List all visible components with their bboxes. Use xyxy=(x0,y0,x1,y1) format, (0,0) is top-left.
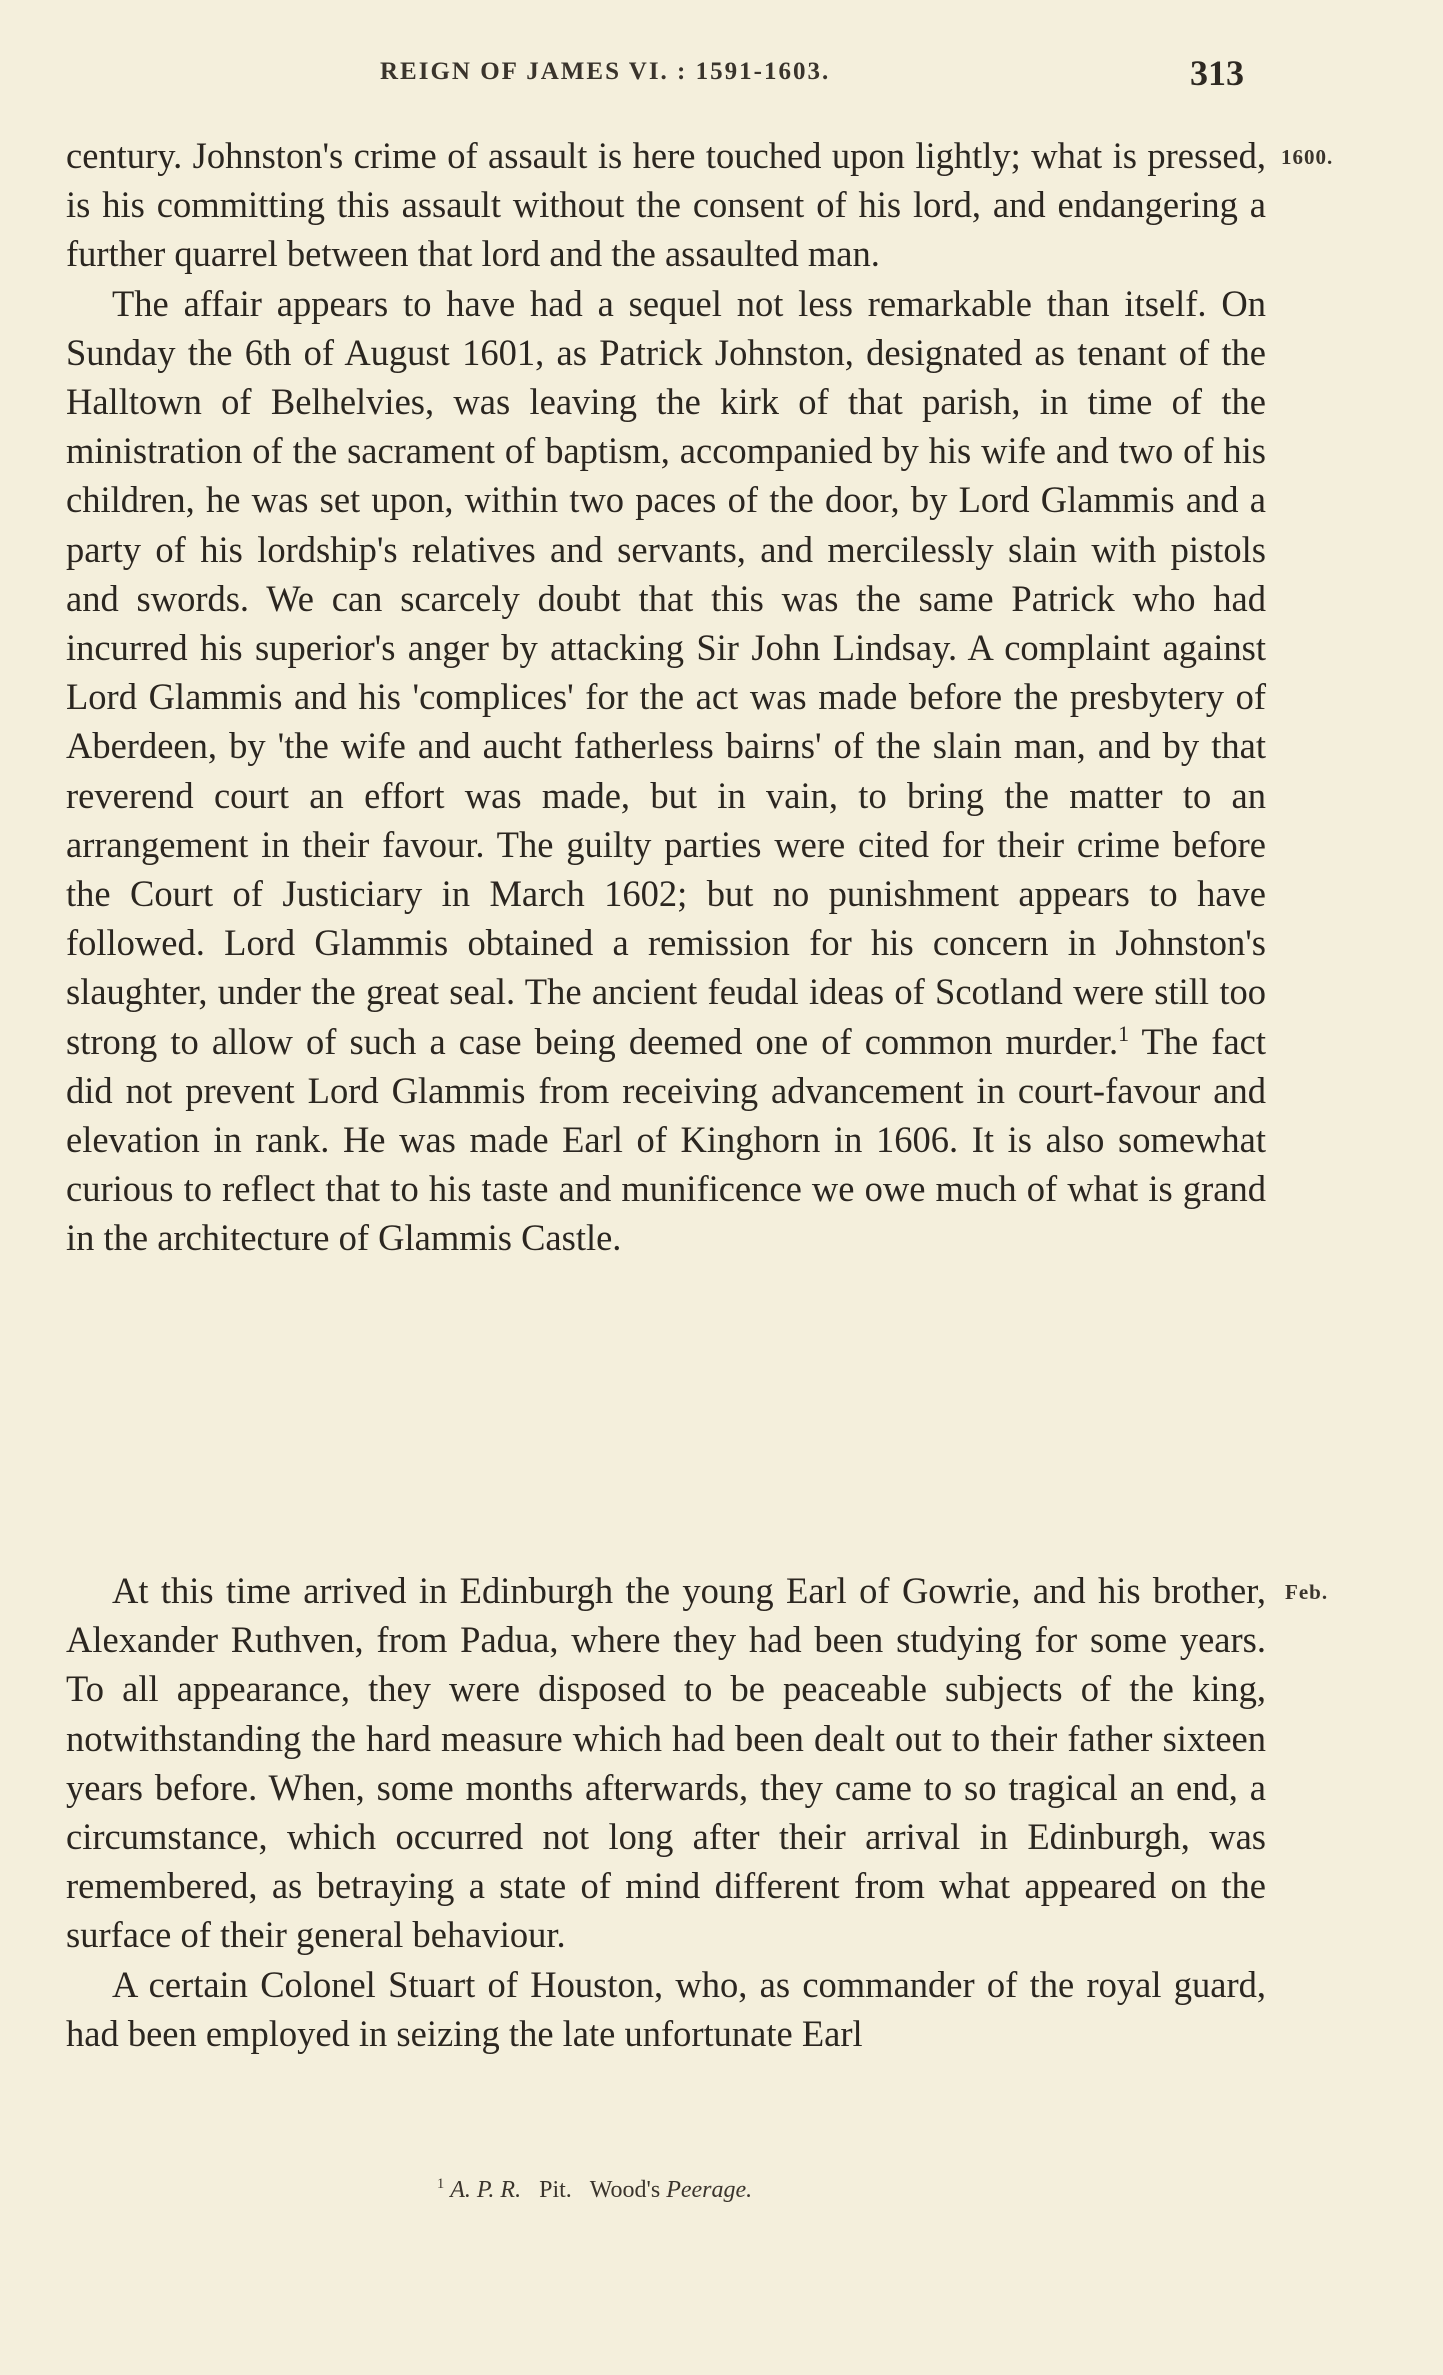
paragraph-gowrie-arrival: At this time arrived in Edinburgh the young Earl of Gowrie, and his brother, Alexander Ruthven, from Padua, where they had been studying for some years. To all appearance, they were disposed to be peaceable subjects of the king, notwithstanding the hard measure which had been dealt out to their father sixteen years before. When, some months afterwards, they came to so tragical an end, a circumstance, which occurred not long after their arrival in Edinburgh, was remembered, as betraying a state of mind different from what appeared on the surface of their general behaviour. xyxy=(66,1570,1266,1956)
paragraph-sequel-text: The affair appears to have had a sequel not less remarkable than itself. On Sunday the 6th of August 1601, as Patrick Johnston, designated as tenant of the Halltown of Belhelvies, was leaving the kirk of that parish, in time of the ministration of the sacrament of baptism, accompanied by his wife and two of his children, he was set upon, within two paces of the door, by Lord Glammis and a party of his lordship's relatives and servants, and mercilessly slain with pistols and swords. We can scarcely doubt that this was the same Patrick who had incurred his superior's anger by attacking Sir John Lindsay. A complaint against Lord Glammis and his 'complices' for the act was made before the presbytery of Aberdeen, by 'the wife and aucht fatherless bairns' of the slain man, and by that reverend court an effort was made, but in vain, to bring the matter to an arrangement in their favour. The guilty parties were cited for their crime before the Court of Justiciary in March 1602; but no punishment appears to have followed. Lord Glammis obtained a remission for his concern in Johnston's slaughter, under the great seal. The ancient feudal ideas of Scotland were still too strong to allow of such a case being deemed one of common murder. xyxy=(66,282,1266,1062)
footnote xyxy=(437,2177,752,2204)
paragraph-sequel xyxy=(66,279,1266,1263)
body-section-2 xyxy=(66,1566,1266,2058)
body-section-1 xyxy=(66,131,1266,1263)
margin-note-year: 1600. xyxy=(1281,145,1334,169)
running-head: REIGN OF JAMES VI. : 1591-1603. xyxy=(380,58,831,85)
footnote-source-wood: Wood's xyxy=(589,2177,661,2203)
margin-note-month: Feb. xyxy=(1285,1580,1329,1604)
footnote-source-pit: Pit. xyxy=(539,2177,572,2203)
footnote-source-peerage: Peerage. xyxy=(666,2177,753,2203)
paragraph-colonel-stuart: A certain Colonel Stuart of Houston, who, as commander of the royal guard, had been employed in seizing the late unfortunate Earl xyxy=(66,1963,1266,2054)
footnote-source-apr: A. P. R. xyxy=(450,2177,522,2203)
footnote-marker: 1 xyxy=(437,2176,445,2192)
footnote-reference: 1 xyxy=(1118,1020,1130,1046)
paragraph-sequel-text-cont: The fact did not prevent Lord Glammis from receiving advancement in court-favour and elevation in rank. He was made Earl of Kinghorn in 1606. It is also somewhat curious to reflect that to his taste and munificence we owe much of what is grand in the architecture of Glammis Castle. xyxy=(66,1020,1266,1259)
paragraph-continuation: century. Johnston's crime of assault is here touched upon lightly; what is pressed, is his committing this assault without the consent of his lord, and endangering a further quarrel between that lord and the assaulted man. xyxy=(66,135,1266,275)
page-number: 313 xyxy=(1190,53,1244,93)
